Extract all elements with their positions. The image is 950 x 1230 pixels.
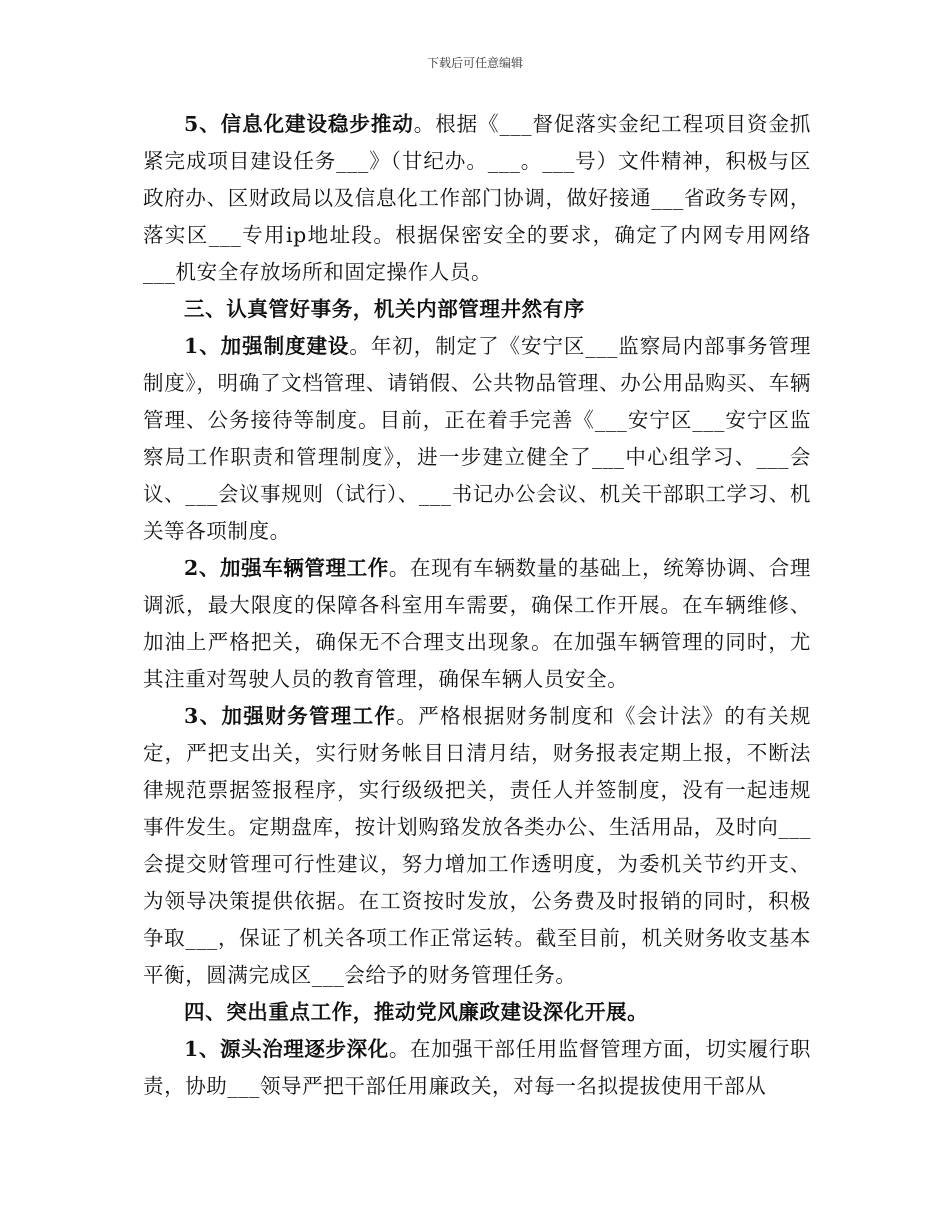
paragraph-lead: 2、加强车辆管理工作 (184, 556, 389, 580)
paragraph-text: 。根据《___督促落实金纪工程项目资金抓紧完成项目建设任务___》（甘纪办。___。___号）文件精神，积极与区政府办、区财政局以及信息化工作部门协调，做好接通___省政务专网，落实区___专用ip地址段。根据保密安全的要求，确定了内网专用网络___机安全存放场所和固定操作人员。 (143, 112, 811, 284)
paragraph-finance-management (143, 698, 811, 994)
page-header: 下载后可任意编辑 (426, 56, 523, 70)
paragraph-text: 。年初，制定了《安宁区___监察局内部事务管理制度》，明确了文档管理、请销假、公共物品管理、办公用品购买、车辆管理、公务接待等制度。目前，正在着手完善《___安宁区___安宁区监察局工作职责和管理制度》，进一步建立健全了___中心组学习、___会议、___会议事规则（试行）、___书记办公会议、机关干部职工学习、机关等各项制度。 (143, 334, 811, 543)
paragraph-text: 。在现有车辆数量的基础上，统筹协调、合理调派，最大限度的保障各科室用车需要，确保工作开展。在车辆维修、加油上严格把关，确保无不合理支出现象。在加强车辆管理的同时，尤其注重对驾驶人员的教育管理，确保车辆人员安全。 (143, 556, 812, 691)
paragraph-vehicle-management (143, 550, 811, 698)
paragraph-informatization (143, 106, 811, 291)
paragraph-lead: 5、信息化建设稳步推动 (184, 112, 414, 136)
paragraph-text: 。严格根据财务制度和《会计法》的有关规定，严把支出关，实行财务帐目日清月结，财务报表定期上报，不断法律规范票据签报程序，实行级级把关，责任人并签制度，没有一起违规事件发生。定期盘库，按计划购臵发放各类办公、生活用品，及时向___会提交财管理可行性建议，努力增加工作透明度，为委机关节约开支、为领导决策提供依据。在工资按时发放，公务费及时报销的同时，积极争取___，保证了机关各项工作正常运转。截至目前，机关财务收支基本平衡，圆满完成区___会给予的财务管理任务。 (143, 704, 812, 987)
section-heading-4: 四、突出重点工作，推动党风廉政建设深化开展。 (184, 1000, 649, 1024)
paragraph-text: 。在加强干部任用监督管理方面，切实履行职责，协助___领导严把干部任用廉政关，对每一名拟提拔使用干部从 (143, 1037, 812, 1098)
paragraph-lead: 1、加强制度建设 (184, 334, 350, 358)
paragraph-lead: 3、加强财务管理工作 (184, 704, 397, 728)
paragraph-lead: 1、源头治理逐步深化 (184, 1037, 389, 1061)
paragraph-source-governance (143, 1031, 811, 1105)
section-heading-3: 三、认真管好事务，机关内部管理井然有序 (184, 297, 585, 321)
paragraph-system-building (143, 328, 811, 550)
document-body (143, 106, 811, 1105)
